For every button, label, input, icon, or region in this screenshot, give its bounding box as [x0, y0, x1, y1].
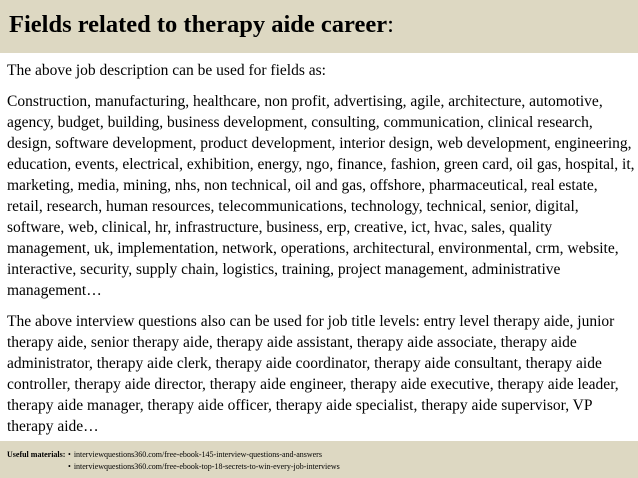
bullet-icon: • — [68, 462, 71, 471]
footer — [0, 441, 638, 478]
ebook-18-secrets-link[interactable]: interviewquestions360.com/free-ebook-top-18-secrets-to-win-every-job-interviews — [73, 462, 340, 471]
slide-content — [7, 60, 635, 437]
footer-row-1 — [7, 449, 340, 461]
footer-row-2 — [7, 461, 340, 473]
bullet-icon: • — [68, 450, 71, 459]
useful-materials-label-colon: : — [62, 450, 66, 459]
slide-title-colon: : — [387, 11, 394, 38]
fields-list-text: Construction, manufacturing, healthcare, non profit, advertising, agile, architecture, automotive, agency, budget, building, business development, consulting, communication, clinical research, design, software development, product development, interior design, web development, engineering, education, events, electrical, exhibition, energy, ngo, finance, fashion, green card, oil gas, hospital, it, marketing, media, mining, nhs, non technical, oil and gas, offshore, pharmaceutical, real estate, retail, research, human resources, telecommunications, technology, technical, senior, digital, software, web, clinical, hr, infrastructure, business, erp, creative, ict, hvac, sales, quality management, uk, implementation, network, operations, architectural, environmental, crm, website, interactive, security, supply chain, logistics, training, project management, administrative management… — [7, 93, 635, 299]
slide-title-text: Fields related to therapy aide career — [9, 11, 388, 38]
useful-materials-label-text: Useful materials — [7, 450, 63, 459]
useful-materials — [7, 449, 340, 473]
job-levels-text: The above interview questions also can be used for job title levels: entry level therapy aide, junior therapy aide, senior therapy aide, therapy aide assistant, therapy aide associate, therapy aide administrator, therapy aide clerk, therapy aide coordinator, therapy aide consultant, therapy aide controller, therapy aide director, therapy aide engineer, therapy aide executive, therapy aide leader, therapy aide manager, therapy aide officer, therapy aide specialist, therapy aide supervisor, VP therapy aide… — [7, 313, 619, 435]
useful-materials-label — [7, 449, 68, 461]
intro-text: The above job description can be used for fields as: — [7, 62, 326, 79]
slide-title — [9, 10, 394, 40]
ebook-145-questions-link[interactable]: interviewquestions360.com/free-ebook-145-interview-questions-and-answers — [73, 450, 322, 459]
title-bar — [0, 0, 638, 53]
